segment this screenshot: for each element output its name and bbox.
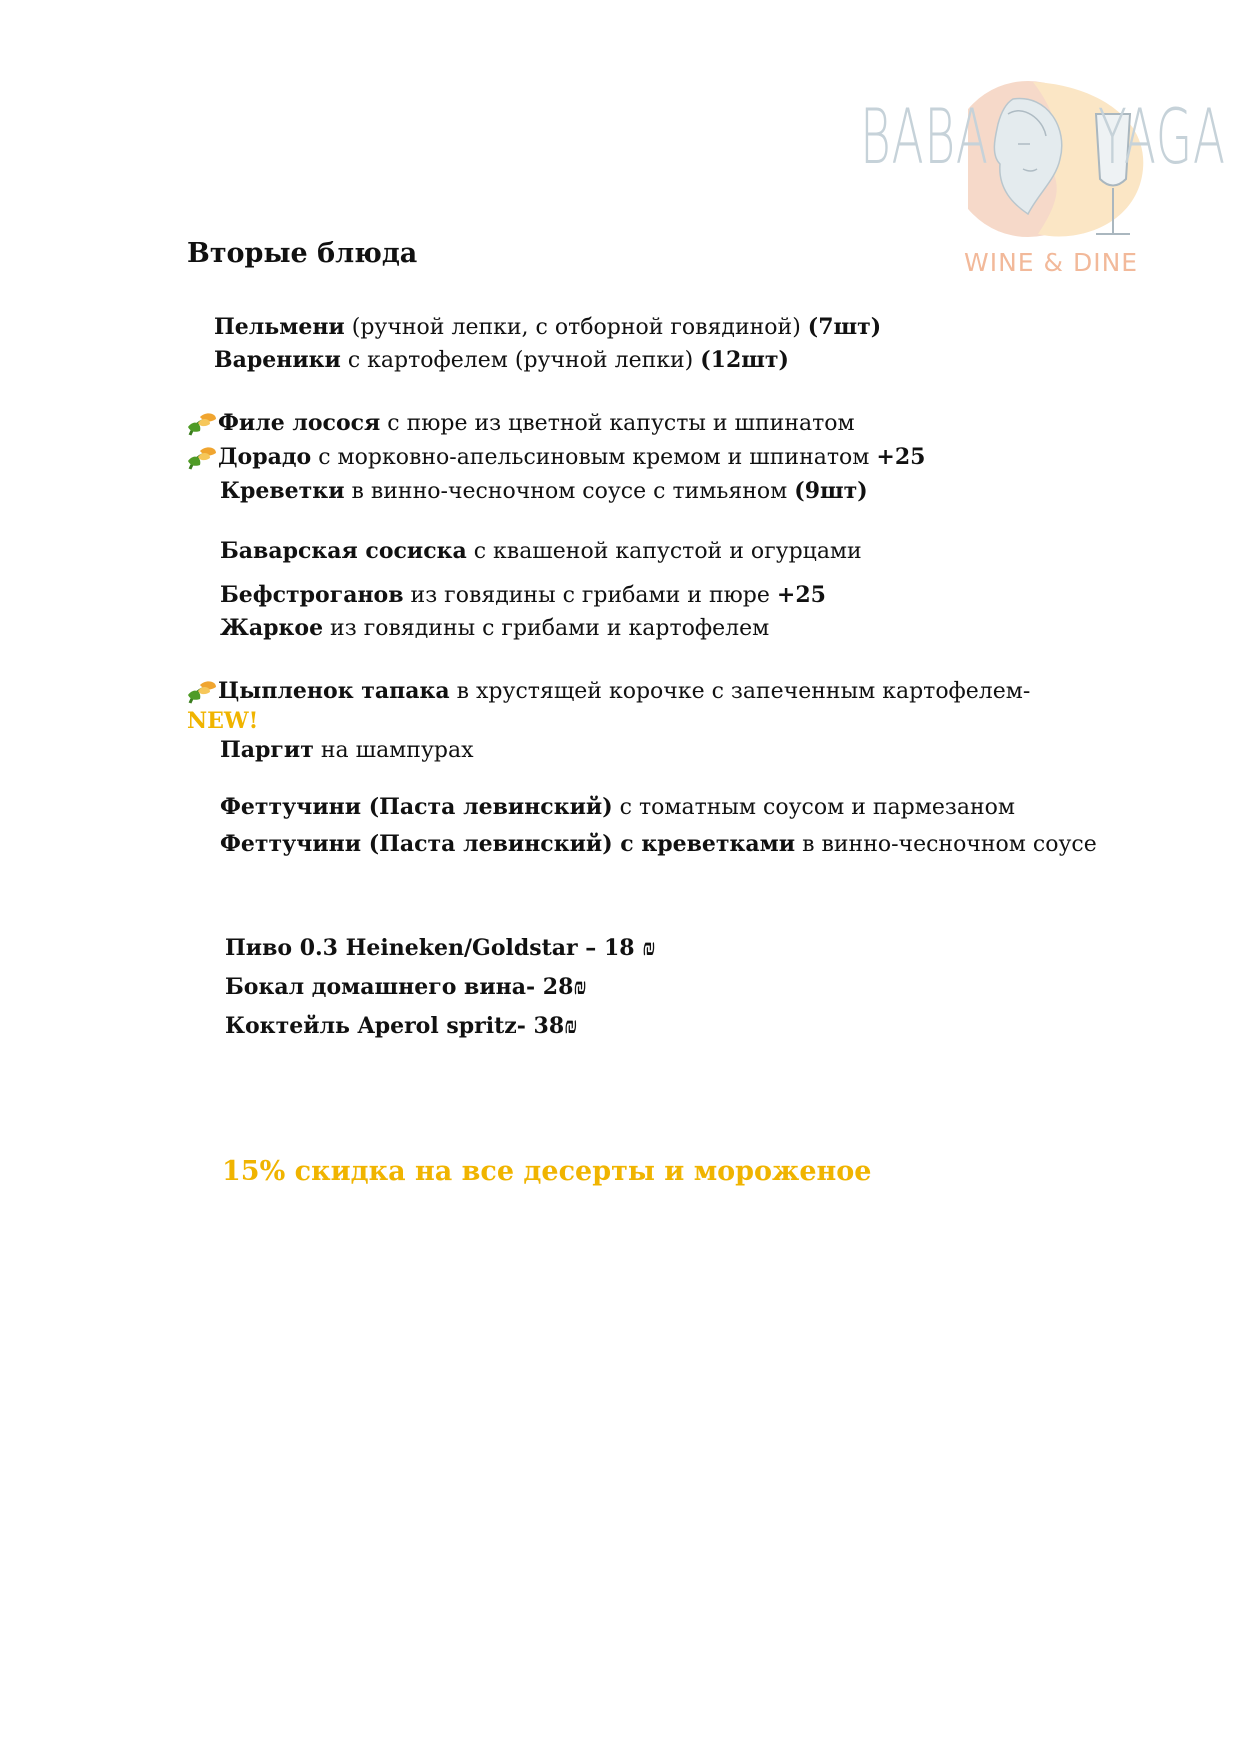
dish-name: Феттучини (Паста левинский) с креветками (220, 831, 796, 857)
dish-desc: на шампурах (313, 738, 474, 763)
dish-desc: с картофелем (ручной лепки) (340, 348, 701, 373)
drink-item: Коктейль Aperol spritz- 38₪ (225, 1013, 578, 1039)
dish-desc: с пюре из цветной капусты и шпинатом (380, 411, 855, 436)
dish-desc: с морковно-апельсиновым кремом и шпинатом (311, 445, 877, 470)
dish-name: Феттучини (Паста левинский) (220, 794, 613, 820)
dish-name: Креветки (220, 478, 345, 504)
dish-item (218, 408, 855, 439)
dish-item (218, 676, 1030, 707)
leaf-icon (186, 677, 220, 707)
promo-text: 15% скидка на все десерты и мороженое (222, 1156, 872, 1187)
dish-suffix: (12шт) (700, 347, 789, 373)
dish-name: Бефстроганов (220, 582, 404, 608)
dish-item (220, 613, 769, 644)
dish-desc: с томатным соусом и пармезаном (612, 795, 1016, 820)
dish-desc: из говядины с грибами и пюре (403, 583, 777, 608)
dish-suffix: (9шт) (794, 478, 868, 504)
dish-name: Пельмени (214, 314, 345, 340)
dish-item (220, 829, 1097, 860)
dish-name: Вареники (214, 347, 341, 373)
logo-word-left: BABA (860, 92, 989, 181)
dish-name: Паргит (220, 737, 314, 763)
dish-item (220, 792, 1015, 823)
dish-desc: (ручной лепки, с отборной говядиной) (344, 315, 808, 340)
dish-suffix: (7шт) (807, 314, 882, 340)
section-title: Вторые блюда (187, 238, 418, 269)
dish-name: Дорадо (218, 444, 312, 470)
drink-item: Бокал домашнего вина- 28₪ (225, 974, 587, 1000)
dish-item (218, 442, 925, 473)
dish-suffix: +25 (776, 582, 826, 608)
dish-name: Баварская сосиска (220, 538, 467, 564)
dish-desc: с квашеной капустой и огурцами (466, 539, 862, 564)
dish-desc: из говядины с грибами и картофелем (323, 616, 770, 641)
logo (860, 72, 1228, 282)
dish-suffix: +25 (876, 444, 926, 470)
dish-name: Филе лосося (218, 410, 381, 436)
dish-item (220, 735, 474, 766)
dish-desc: в винно-чесночном соусе с тимьяном (344, 479, 795, 504)
drink-item: Пиво 0.3 Heineken/Goldstar – 18 ₪ (225, 935, 656, 961)
dish-item (214, 345, 789, 376)
dish-item (220, 536, 862, 567)
dish-item (220, 476, 868, 507)
dish-desc: в винно-чесночном соусе (795, 832, 1097, 857)
dish-name: Жаркое (220, 615, 324, 641)
dish-item (214, 312, 881, 343)
new-badge: NEW! (187, 708, 259, 734)
leaf-icon (186, 409, 220, 439)
dish-desc: в хрустящей корочке с запеченным картофелем- (449, 679, 1031, 704)
dish-name: Цыпленок тапака (218, 678, 450, 704)
logo-word-right: YAGA (1098, 92, 1226, 181)
dish-item (220, 580, 826, 611)
logo-subtitle: WINE & DINE (964, 248, 1139, 277)
leaf-icon (186, 443, 220, 473)
